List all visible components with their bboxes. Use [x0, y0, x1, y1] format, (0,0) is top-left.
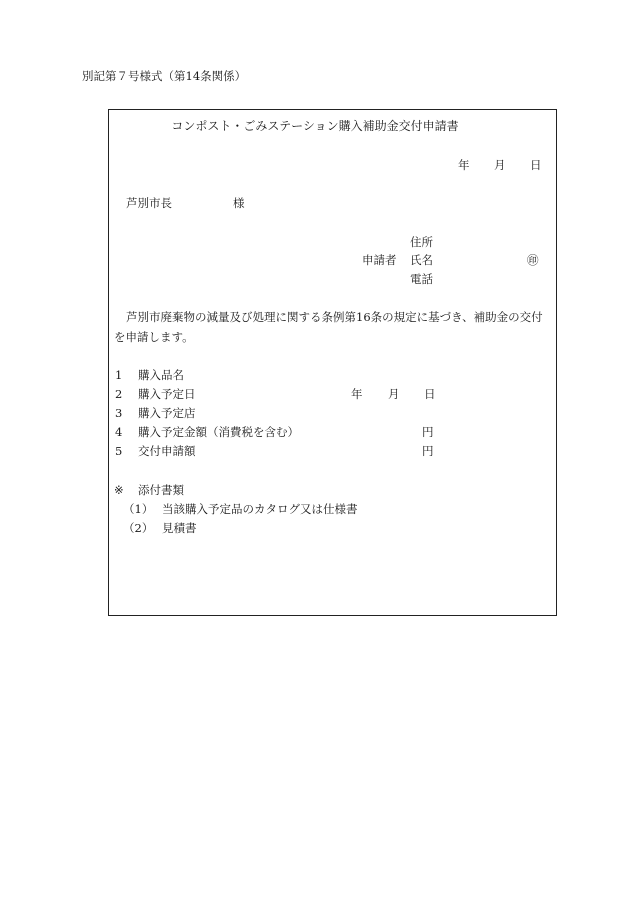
- addressee-honorific: 様: [233, 196, 245, 210]
- attachment-mark: ※: [114, 483, 124, 497]
- addressee-name: 芦別市長: [126, 196, 172, 210]
- date-year: 年: [458, 158, 470, 172]
- name-label: 氏名: [410, 253, 433, 267]
- item-label-amount: 購入予定金額（消費税を含む）: [138, 425, 299, 439]
- date-month: 月: [494, 158, 506, 172]
- item-label-purchase-date: 購入予定日: [138, 387, 196, 401]
- item-number: 1: [115, 368, 123, 382]
- attachment-number: （1）: [123, 502, 154, 516]
- purchase-date-day: 日: [424, 387, 436, 401]
- item-label-subsidy-request: 交付申請額: [138, 444, 196, 458]
- purchase-date-year: 年: [351, 387, 363, 401]
- item-label-store: 購入予定店: [138, 406, 196, 420]
- body-text-line1: 芦別市廃棄物の減量及び処理に関する条例第16条の規定に基づき、補助金の交付: [126, 310, 543, 324]
- amount-unit: 円: [422, 425, 434, 439]
- attachment-number: （2）: [123, 521, 154, 535]
- seal-mark: ㊞: [527, 253, 539, 267]
- item-number: 4: [115, 425, 123, 439]
- attachments-title: 添付書類: [138, 483, 184, 497]
- item-number: 3: [115, 406, 123, 420]
- purchase-date-month: 月: [388, 387, 400, 401]
- item-number: 5: [115, 444, 123, 458]
- item-number: 2: [115, 387, 123, 401]
- attachment-item: 見積書: [162, 521, 197, 535]
- application-form: [108, 109, 557, 616]
- body-text-line2: を申請します。: [114, 330, 194, 344]
- form-title: コンポスト・ごみステーション購入補助金交付申請書: [171, 119, 459, 133]
- date-day: 日: [530, 158, 542, 172]
- applicant-label: 申請者: [362, 253, 397, 267]
- form-reference: 別記第７号様式（第14条関係）: [82, 69, 247, 83]
- subsidy-unit: 円: [422, 444, 434, 458]
- item-label-purchase-item: 購入品名: [138, 368, 184, 382]
- attachment-item: 当該購入予定品のカタログ又は仕様書: [162, 502, 358, 516]
- phone-label: 電話: [410, 272, 433, 286]
- address-label: 住所: [410, 235, 433, 249]
